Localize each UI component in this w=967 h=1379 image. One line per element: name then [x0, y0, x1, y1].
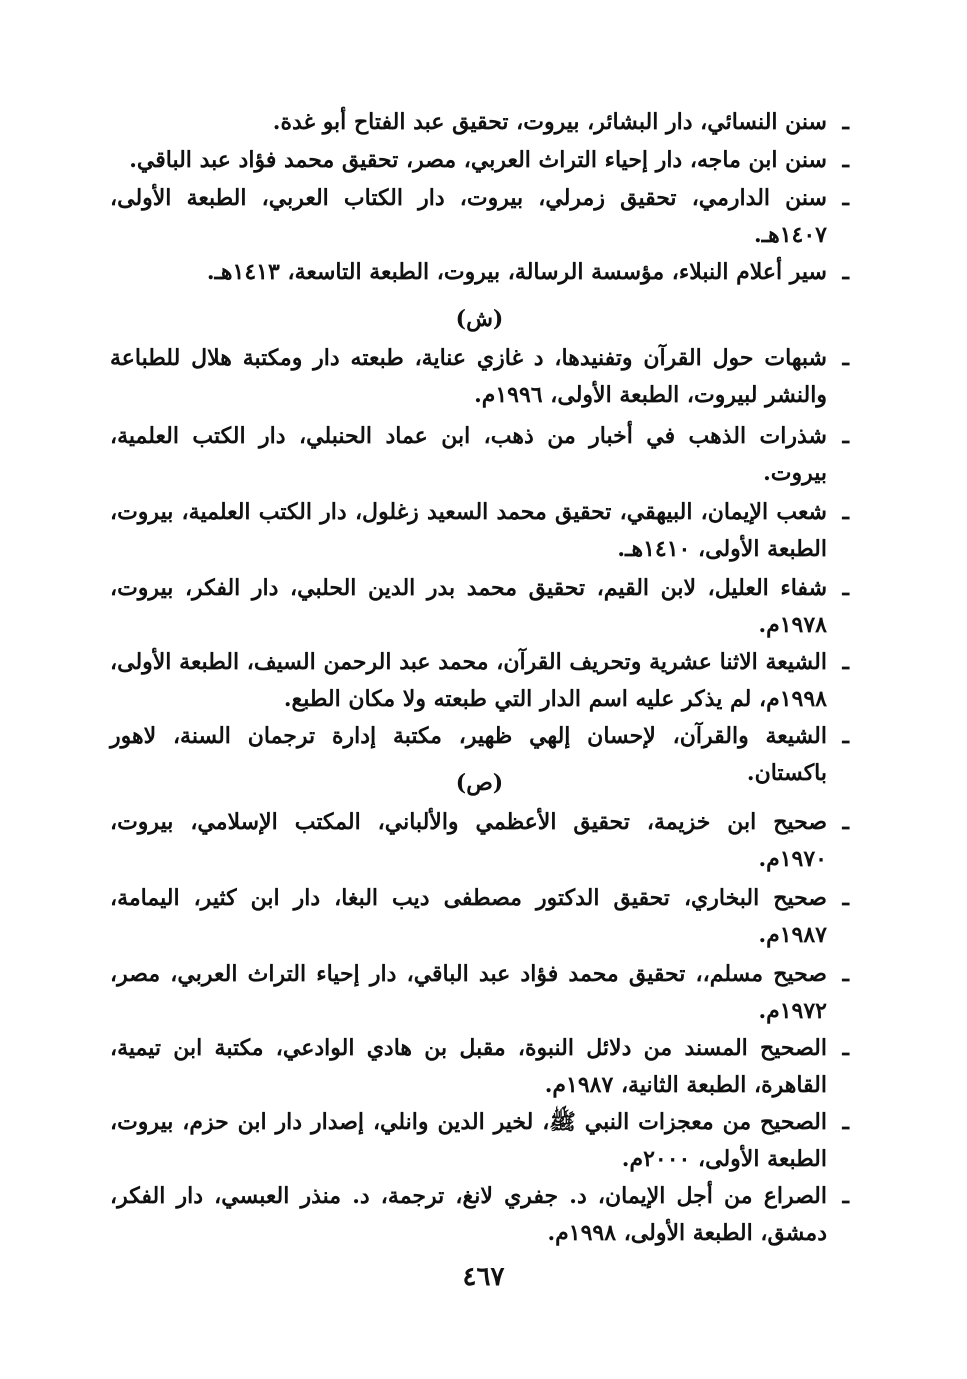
entry: [110, 804, 849, 878]
bullet: ـ: [842, 575, 849, 601]
entry: [110, 1104, 849, 1178]
bullet: ـ: [842, 147, 849, 173]
entry-text: الشيعة الاثنا عشرية وتحريف القرآن، محمد عبد الرحمن السيف، الطبعة الأولى، ١٩٩٨م، لم يذكر عليه اسم الدار التي طبعته ولا مكان الطبع.: [110, 649, 827, 712]
entry-text: شعب الإيمان، البيهقي، تحقيق محمد السعيد زغلول، دار الكتب العلمية، بيروت، الطبعة الأولى، ١٤١٠هـ.: [110, 499, 827, 562]
entry-text: شذرات الذهب في أخبار من ذهب، ابن عماد الحنبلي، دار الكتب العلمية، بيروت.: [110, 423, 827, 486]
entry-text: الصحيح من معجزات النبي ﷺ، لخير الدين وانلي، إصدار دار ابن حزم، بيروت، الطبعة الأولى، ٢٠٠٠م.: [110, 1109, 827, 1172]
entry-text: سنن ابن ماجه، دار إحياء التراث العربي، مصر، تحقيق محمد فؤاد عبد الباقي.: [129, 147, 827, 173]
entry-text: الصراع من أجل الإيمان، د. جفري لانغ، ترجمة، د. منذر العبسي، دار الفكر، دمشق، الطبعة الأولى، ١٩٩٨م.: [110, 1183, 827, 1246]
entry-text: صحيح مسلم،، تحقيق محمد فؤاد عبد الباقي، دار إحياء التراث العربي، مصر، ١٩٧٢م.: [110, 961, 827, 1024]
bullet: ـ: [842, 1109, 849, 1135]
section-heading: (ص): [455, 770, 504, 796]
entry-text: صحيح البخاري، تحقيق الدكتور مصطفى ديب البغا، دار ابن كثير، اليمامة، ١٩٨٧م.: [110, 885, 827, 948]
entry: [110, 494, 849, 568]
bullet: ـ: [842, 259, 849, 285]
bullet: ـ: [842, 499, 849, 525]
bullet: ـ: [842, 723, 849, 749]
bullet: ـ: [842, 109, 849, 135]
bullet: ـ: [842, 809, 849, 835]
entry-text: الشيعة والقرآن، لإحسان إلهي ظهير، مكتبة إدارة ترجمان السنة، لاهور باكستان.: [110, 723, 827, 786]
entry: [110, 570, 849, 644]
entry: [110, 1178, 849, 1252]
entry-text: شبهات حول القرآن وتفنيدها، د غازي عناية، طبعته دار ومكتبة هلال للطباعة والنشر لبيروت، الطبعة الأولى، ١٩٩٦م.: [110, 345, 827, 408]
entry: [110, 1030, 849, 1104]
entry: [110, 880, 849, 954]
bullet: ـ: [842, 1183, 849, 1209]
entry: [110, 254, 849, 291]
entry-text: سير أعلام النبلاء، مؤسسة الرسالة، بيروت، الطبعة التاسعة، ١٤١٣هـ.: [206, 259, 827, 285]
bullet: ـ: [842, 649, 849, 675]
entry: [110, 180, 849, 254]
entry-text: الصحيح المسند من دلائل النبوة، مقبل بن هادي الوادعي، مكتبة ابن تيمية، القاهرة، الطبعة الثانية، ١٩٨٧م.: [110, 1035, 827, 1098]
section-heading: (ش): [455, 306, 504, 332]
bullet: ـ: [842, 185, 849, 211]
bullet: ـ: [842, 423, 849, 449]
entry: [110, 104, 849, 141]
bullet: ـ: [842, 345, 849, 371]
entry: [110, 340, 849, 414]
bullet: ـ: [842, 961, 849, 987]
entry-text: شفاء العليل، لابن القيم، تحقيق محمد بدر الدين الحلبي، دار الفكر، بيروت، ١٩٧٨م.: [110, 575, 827, 638]
page-number: ٤٦٧: [462, 1262, 505, 1292]
bullet: ـ: [842, 1035, 849, 1061]
entry: [110, 418, 849, 492]
entry: [110, 644, 849, 718]
bullet: ـ: [842, 885, 849, 911]
entry: [110, 956, 849, 1030]
entry-text: صحيح ابن خزيمة، تحقيق الأعظمي والألباني، المكتب الإسلامي، بيروت، ١٩٧٠م.: [110, 809, 827, 872]
entry-text: سنن النسائي، دار البشائر، بيروت، تحقيق عبد الفتاح أبو غدة.: [272, 109, 827, 135]
entry: [110, 142, 849, 179]
entry-text: سنن الدارمي، تحقيق زمرلي، بيروت، دار الكتاب العربي، الطبعة الأولى، ١٤٠٧هـ.: [110, 185, 827, 248]
